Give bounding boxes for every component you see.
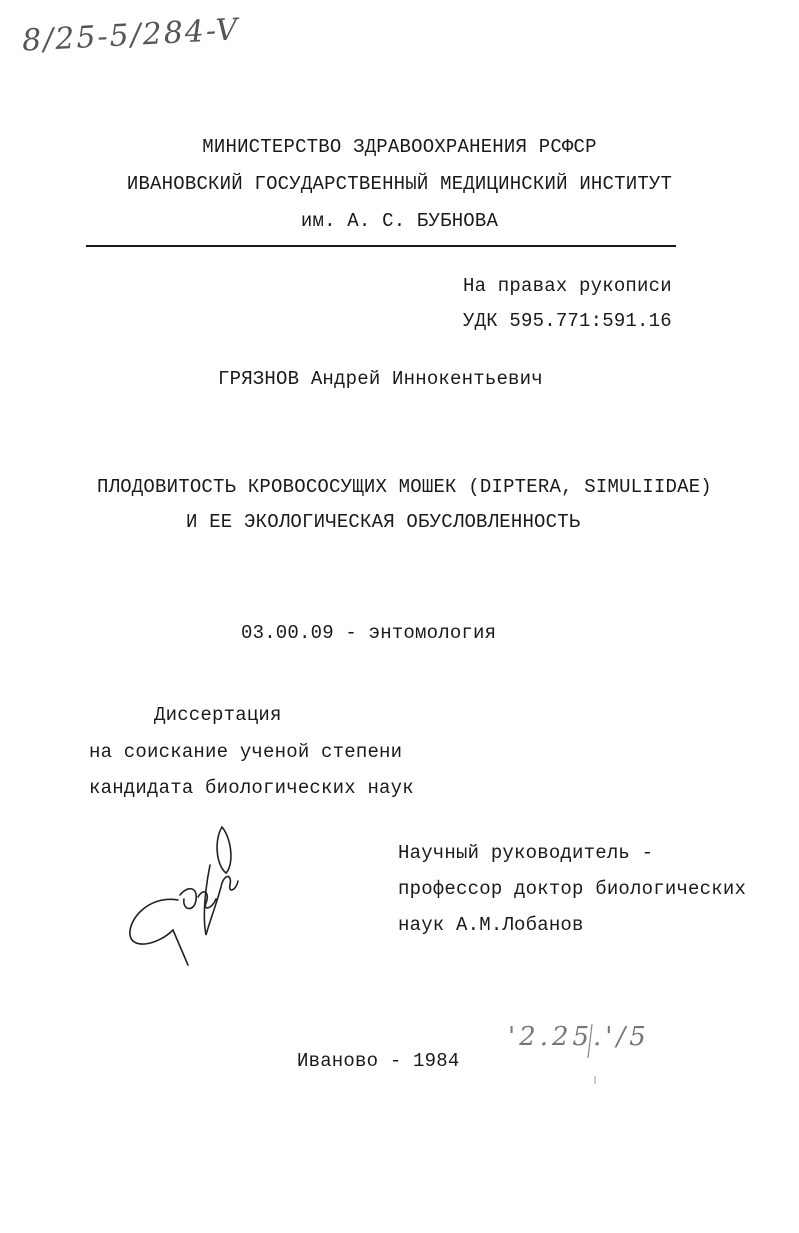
author-name: ГРЯЗНОВ Андрей Иннокентьевич <box>218 368 543 390</box>
place-and-year: Иваново - 1984 <box>297 1050 460 1072</box>
manuscript-rights: На правах рукописи <box>463 275 672 297</box>
dissertation-title-line1: ПЛОДОВИТОСТЬ КРОВОСОСУЩИХ МОШЕК (DIPTERA, SIMULIIDAE) <box>97 476 712 498</box>
supervisor-line2: профессор доктор биологических <box>398 878 747 900</box>
degree-line2: на соискание ученой степени <box>89 741 403 763</box>
degree-line3: кандидата биологических наук <box>89 777 414 799</box>
header-divider <box>86 245 676 247</box>
specialty: 03.00.09 - энтомология <box>241 622 497 644</box>
supervisor-line1: Научный руководитель - <box>398 842 654 864</box>
udc-code: УДК 595.771:591.16 <box>463 310 672 332</box>
pencil-mark-icon <box>500 1018 640 1088</box>
dissertation-title-line2: И ЕЕ ЭКОЛОГИЧЕСКАЯ ОБУСЛОВЛЕННОСТЬ <box>186 511 581 533</box>
ministry-heading: МИНИСТЕРСТВО ЗДРАВООХРАНЕНИЯ РСФСР <box>202 136 597 158</box>
archive-mark: 8/25-5/284-V <box>21 12 241 59</box>
author-signature <box>118 825 268 970</box>
institute-heading: ИВАНОВСКИЙ ГОСУДАРСТВЕННЫЙ МЕДИЦИНСКИЙ ИНСТИТУТ <box>126 173 673 195</box>
degree-line1: Диссертация <box>154 704 282 726</box>
supervisor-line3: наук А.М.Лобанов <box>398 914 584 936</box>
institute-named-after: им. А. С. БУБНОВА <box>300 210 499 232</box>
handwritten-note: '2.25.'/5 <box>508 1022 650 1052</box>
